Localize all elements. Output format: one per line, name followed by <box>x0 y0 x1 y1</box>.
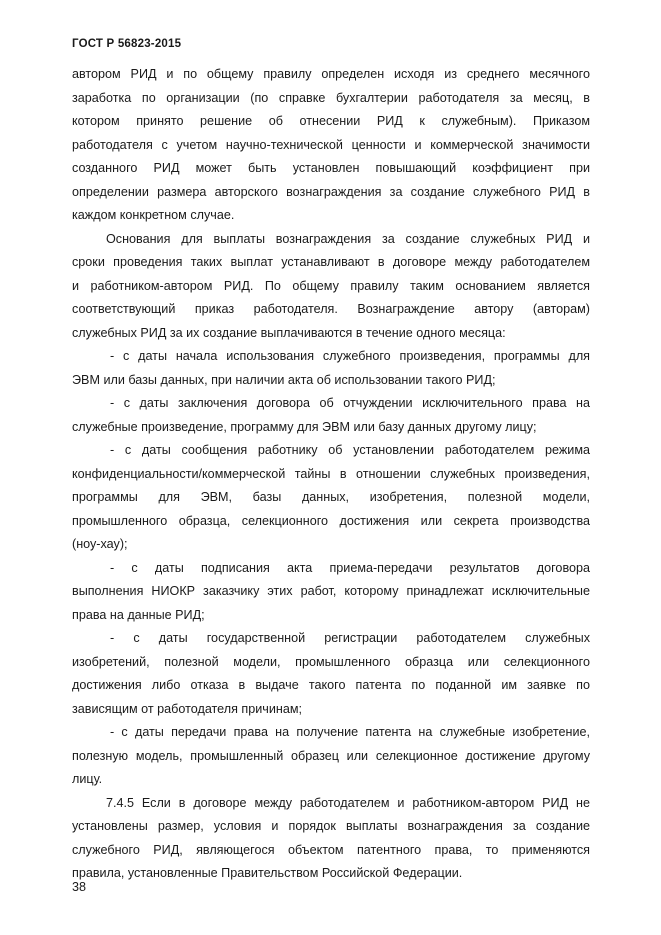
text-line: котором принято решение об отнесении РИД к служебным). Приказом <box>72 114 590 128</box>
text-line: автором РИД и по общему правилу определен исходя из среднего месячного <box>72 67 590 81</box>
list-item-line: - с даты передачи права на получение патента на служебные изобретение, <box>110 725 590 739</box>
text-line: установлены размер, условия и порядок выплаты вознаграждения за создание <box>72 819 590 833</box>
text-line: программы для ЭВМ, базы данных, изобретения, полезной модели, <box>72 490 590 504</box>
text-line: права на данные РИД; <box>72 607 205 622</box>
text-line: служебных РИД за их создание выплачиваются в течение одного месяца: <box>72 325 506 340</box>
text-line: заработка по организации (по справке бухгалтерии работодателя за месяц, в <box>72 90 590 105</box>
text-line: работодателя с учетом научно-технической ценности и коммерческой значимости <box>72 137 590 152</box>
text-line: лицу. <box>72 772 103 786</box>
list-item-line: - с даты сообщения работнику об установлении работодателем режима <box>110 443 590 457</box>
text-line: ЭВМ или базы данных, при наличии акта об использовании такого РИД; <box>72 372 496 387</box>
text-line: сроки проведения таких выплат устанавливают в договоре между работодателем <box>72 255 590 269</box>
list-item-line: - с даты начала использования служебного произведения, программы для <box>110 349 590 363</box>
body-text <box>72 63 590 886</box>
text-line: 7.4.5 Если в договоре между работодателем и работником-автором РИД не <box>106 795 590 810</box>
text-line: зависящим от работодателя причинам; <box>72 701 302 716</box>
list-item-line: - с даты государственной регистрации работодателем служебных <box>110 631 590 645</box>
text-line: конфиденциальности/коммерческой тайны в отношении служебных произведения, <box>72 466 590 481</box>
text-line: достижения либо отказа в выдаче такого патента по поданной им заявке по <box>72 678 590 692</box>
text-line: соответствующий приказ работодателя. Вознаграждение автору (авторам) <box>72 302 590 316</box>
text-line: промышленного образца, селекционного достижения или секрета производства <box>72 513 590 528</box>
text-line: Основания для выплаты вознаграждения за создание служебных РИД и <box>106 231 590 246</box>
text-line: выполнения НИОКР заказчику этих работ, которому принадлежат исключительные <box>72 584 590 598</box>
text-line: каждом конкретном случае. <box>72 208 235 222</box>
page-number: 38 <box>72 880 87 894</box>
text-line: изобретений, полезной модели, промышленного образца или селекционного <box>72 654 590 669</box>
text-line: созданного РИД может быть установлен повышающий коэффициент при <box>72 161 590 175</box>
text-line: правила, установленные Правительством Российской Федерации. <box>72 866 463 880</box>
text-line: и работником-автором РИД. По общему правилу таким основанием является <box>72 278 590 293</box>
list-item-line: - с даты заключения договора об отчуждении исключительного права на <box>110 396 590 410</box>
text-line: (ноу-хау); <box>72 537 128 551</box>
text-line: полезную модель, промышленный образец или селекционное достижение другому <box>72 748 590 763</box>
text-line: служебного РИД, являющегося объектом патентного права, то применяются <box>72 842 590 857</box>
list-item-line: - с даты подписания акта приема-передачи результатов договора <box>110 560 590 575</box>
text-line: служебные произведение, программу для ЭВМ или базу данных другому лицу; <box>72 419 537 434</box>
standard-header: ГОСТ Р 56823-2015 <box>72 38 182 50</box>
text-line: определении размера авторского вознаграждения за создание служебного РИД в <box>72 184 590 199</box>
